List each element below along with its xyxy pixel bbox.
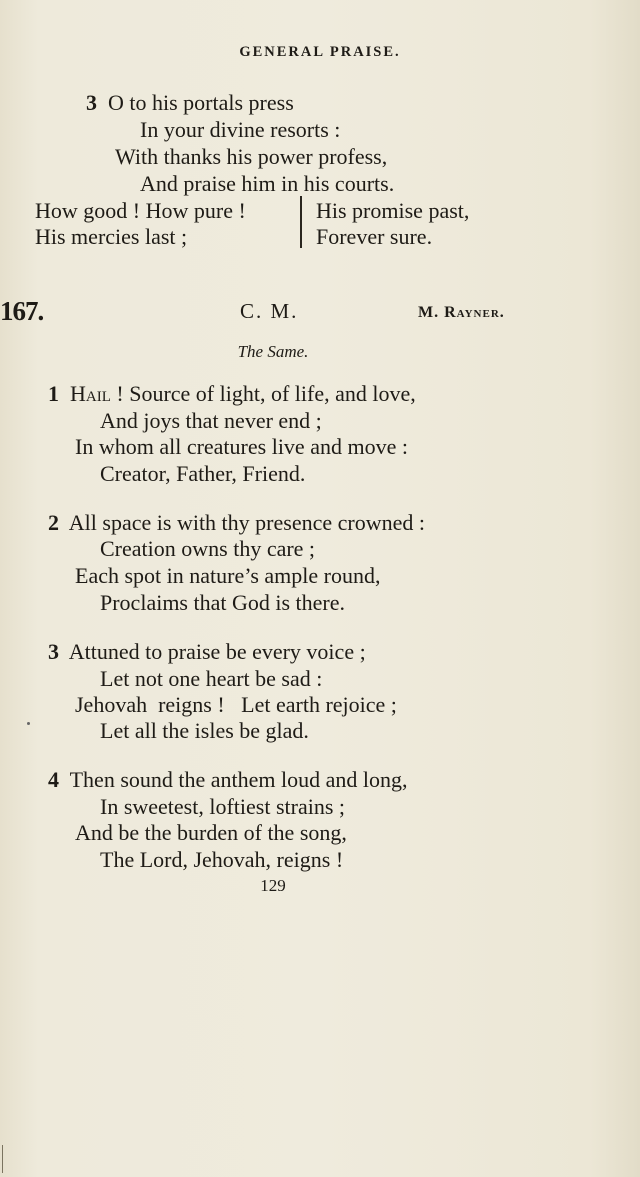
verse-line: Creator, Father, Friend.	[100, 461, 306, 486]
verse-text: Attuned to praise be every voice ;	[68, 639, 366, 664]
verse-line: Creation owns thy care ;	[100, 536, 316, 561]
verse-line: With thanks his power profess,	[115, 144, 388, 169]
verse-line: The Lord, Jehovah, reigns !	[100, 847, 344, 872]
hymn-meter: C. M.	[240, 299, 299, 323]
split-right-line: Forever sure.	[316, 224, 433, 249]
verse-line: Proclaims that God is there.	[100, 590, 346, 615]
verse-line: In your divine resorts :	[140, 117, 341, 142]
split-left-line: His mercies last ;	[35, 224, 188, 249]
verse-line: Jehovah reigns ! Let earth rejoice ;	[75, 692, 397, 717]
page-edge-shadow	[2, 1145, 3, 1173]
verse-line: Each spot in nature’s ample round,	[75, 563, 381, 588]
split-divider	[300, 196, 302, 248]
verse-line: In whom all creatures live and move :	[75, 434, 408, 459]
verse-text: All space is with thy presence crowned :	[68, 510, 425, 535]
split-left-line: How good ! How pure !	[35, 198, 246, 223]
stanza-number: 1	[48, 381, 59, 406]
stanza-number: 2	[48, 510, 59, 535]
stanza-1-line-1	[48, 381, 416, 407]
stanza-3-line-1	[48, 639, 366, 665]
verse-text: Then sound the anthem loud and long,	[69, 767, 408, 792]
prev-stanza-line-1	[86, 90, 294, 116]
hymn-number: 167.	[0, 296, 44, 326]
split-right-line: His promise past,	[316, 198, 470, 223]
verse-line: And be the burden of the song,	[75, 820, 347, 845]
page-number: 129	[260, 876, 286, 895]
verse-line: And joys that never end ;	[100, 408, 322, 433]
verse-line: Let not one heart be sad :	[100, 666, 323, 691]
running-head: GENERAL PRAISE.	[239, 44, 401, 60]
stanza-4-line-1	[48, 767, 408, 793]
hymn-subtitle: The Same.	[237, 342, 309, 361]
stanza-2-line-1	[48, 510, 425, 536]
prev-stanza-number: 3	[86, 90, 97, 115]
ink-speck	[27, 722, 30, 725]
hymn-composer: M. Rayner.	[418, 304, 505, 321]
verse-text: ! Source of light, of life, and love,	[110, 381, 416, 406]
stanza-number: 4	[48, 767, 59, 792]
stanza-number: 3	[48, 639, 59, 664]
verse-text: O to his portals press	[108, 90, 294, 115]
first-word: Hail	[70, 381, 111, 406]
verse-line: In sweetest, loftiest strains ;	[100, 794, 346, 819]
verse-line: Let all the isles be glad.	[100, 718, 309, 743]
verse-line: And praise him in his courts.	[140, 171, 395, 196]
